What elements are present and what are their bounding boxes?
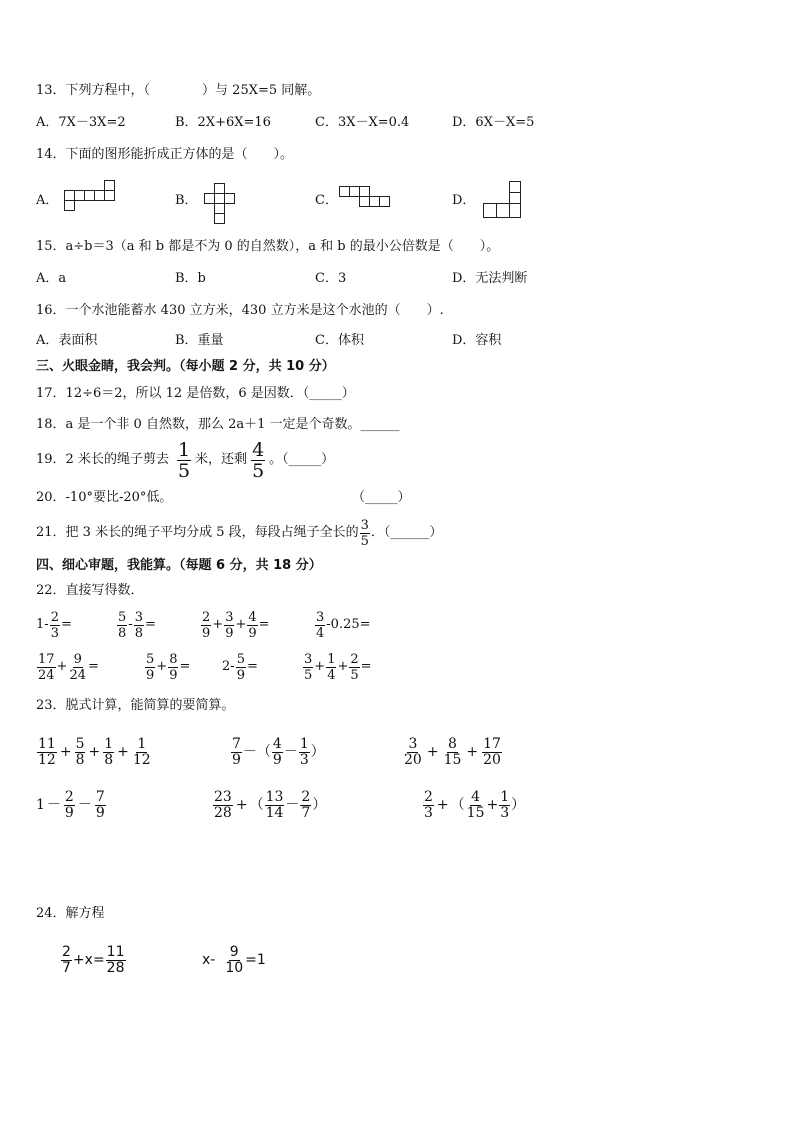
q22-item-8: $\frac{3}{5}$ + $\frac{1}{4}$ + $\frac{2}{5}$ =: [304, 651, 372, 683]
cube-net-a: [64, 180, 116, 218]
q15-option-a: A．a: [36, 271, 67, 286]
section-4-heading: 四、细心审题，我能算。（每题 6 分，共 18 分）: [36, 558, 322, 573]
q20-paren: （_____）: [352, 490, 411, 505]
q14-label-a: A．: [36, 193, 59, 208]
q13-option-c: C．3X－X=0.4: [315, 115, 410, 130]
q16-option-c: C．体积: [315, 333, 364, 348]
q22-item-2: $\frac{5}{8}$ - $\frac{3}{8}$ =: [118, 609, 156, 641]
q19-fraction-2: $\frac{4}{5}$: [252, 438, 265, 482]
cube-net-c: [339, 186, 391, 212]
q22-stem: 22．直接写得数．: [36, 583, 144, 598]
q22-item-3: $\frac{2}{9}$ + $\frac{3}{9}$ + $\frac{4}{9}$ =: [202, 609, 270, 641]
q14-label-d: D．: [452, 193, 476, 208]
q19-post: 。（_____）: [269, 452, 335, 467]
q23-item-3: $\frac{3}{20}$ + $\frac{8}{15}$ + $\frac{17}{20}$: [404, 735, 501, 768]
q23-item-6: $\frac{2}{3}$ + （ $\frac{4}{15}$ + $\frac{1}{3}$ ）: [424, 788, 526, 821]
q22-item-7: 2 - $\frac{5}{9}$ =: [222, 651, 258, 683]
q14-stem: 14．下面的图形能折成正方体的是（ ）。: [36, 147, 294, 162]
q22-item-5: $\frac{17}{24}$ + $\frac{9}{24}$ =: [38, 651, 99, 683]
q19-mid: 米，还剩: [195, 452, 248, 467]
q16-stem: 16．一个水池能蓄水 430 立方米，430 立方米是这个水池的（ ）.: [36, 303, 444, 318]
cube-net-b: [204, 183, 244, 223]
q15-option-b: B．b: [175, 271, 206, 286]
q22-item-1: 1 - $\frac{2}{3}$ =: [36, 609, 72, 641]
q23-item-5: $\frac{23}{28}$ + （ $\frac{13}{14}$ － $\frac{2}{7}$ ）: [214, 788, 327, 821]
q16-option-a: A．表面积: [36, 333, 98, 348]
q13-option-d: D．6X－X=5: [452, 115, 535, 130]
q16-option-d: D．容积: [452, 333, 502, 348]
q18-text: 18．a 是一个非 0 自然数，那么 2a＋1 一定是个奇数。______: [36, 417, 400, 432]
q24-equation-2: x- $\frac{9}{10}$ =1: [202, 943, 266, 976]
q22-item-4: $\frac{3}{4}$ -0.25=: [316, 609, 371, 641]
q19-line: [36, 440, 334, 480]
q20-text: 20．-10°要比-20°低。: [36, 490, 173, 505]
q13-option-a: A．7X－3X=2: [36, 115, 126, 130]
q14-label-b: B．: [175, 193, 198, 208]
q16-option-b: B．重量: [175, 333, 224, 348]
q14-label-c: C．: [315, 193, 338, 208]
q19-pre: 19．2 米长的绳子剪去: [36, 452, 169, 467]
q21-post: ．（______）: [370, 525, 443, 540]
q15-stem: 15．a÷b＝3（a 和 b 都是不为 0 的自然数），a 和 b 的最小公倍数是（ ）。: [36, 239, 500, 254]
cube-net-d: [483, 181, 523, 221]
q13-stem: 13．下列方程中，（ ）与 25X=5 同解。: [36, 83, 321, 98]
section-3-heading: 三、火眼金睛，我会判。（每小题 2 分，共 10 分）: [36, 359, 335, 374]
q13-option-b: B．2X+6X=16: [175, 115, 271, 130]
q23-item-1: $\frac{11}{12}$ + $\frac{5}{8}$ + $\frac{1}{8}$ + $\frac{1}{12}$: [38, 735, 151, 768]
q21-fraction: $\frac{3}{5}$: [360, 517, 369, 549]
q24-stem: 24．解方程: [36, 906, 105, 921]
q23-item-2: $\frac{7}{9}$ － （ $\frac{4}{9}$ － $\frac{1}{3}$ ）: [232, 735, 325, 768]
q17-text: 17．12÷6＝2，所以 12 是倍数，6 是因数．（_____）: [36, 386, 355, 401]
q19-fraction-1: $\frac{1}{5}$: [177, 438, 191, 482]
q15-option-c: C．3: [315, 271, 347, 286]
q21-pre: 21．把 3 米长的绳子平均分成 5 段，每段占绳子全长的: [36, 525, 359, 540]
q15-option-d: D．无法判断: [452, 271, 528, 286]
q23-item-4: 1 － $\frac{2}{9}$ － $\frac{7}{9}$: [36, 788, 105, 821]
q21-line: [36, 514, 442, 552]
q22-item-6: $\frac{5}{9}$ + $\frac{8}{9}$ =: [146, 651, 191, 683]
q24-equation-1: $\frac{2}{7}$ +x= $\frac{11}{28}$: [62, 943, 125, 976]
q23-stem: 23．脱式计算，能简算的要简算。: [36, 698, 235, 713]
